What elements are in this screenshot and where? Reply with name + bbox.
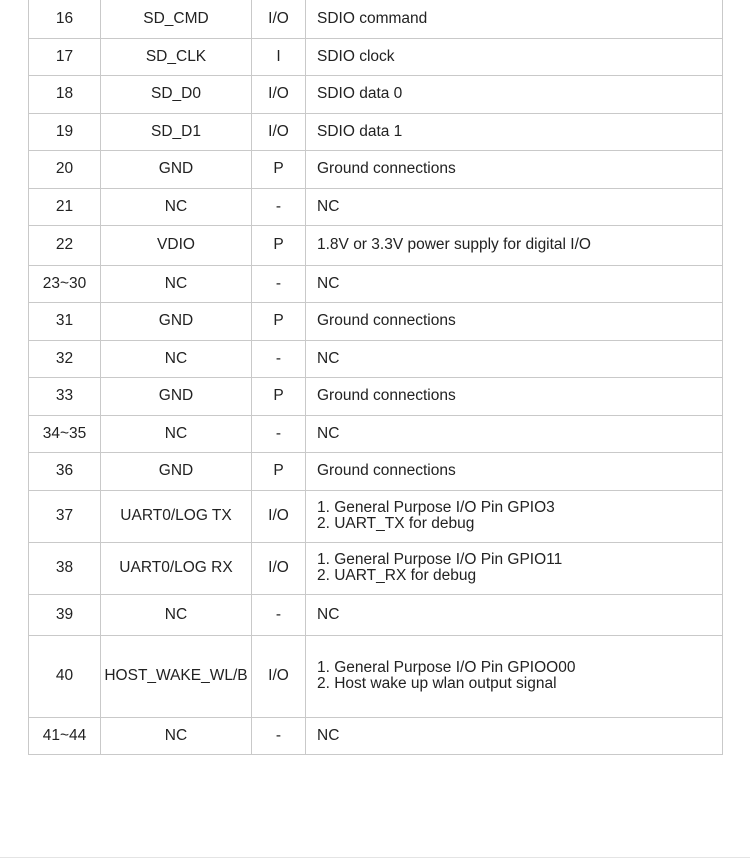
table-row	[29, 265, 723, 302]
pin-name-cell: UART0/LOG RX	[101, 542, 252, 594]
pin-description-line: NC	[317, 424, 340, 442]
pin-description-cell	[306, 75, 723, 113]
pin-number-cell: 16	[29, 0, 101, 38]
pin-name-cell: NC	[101, 188, 252, 225]
pin-description-line: Ground connections	[317, 160, 456, 177]
pin-number-cell: 22	[29, 225, 101, 265]
pin-number-cell: 18	[29, 75, 101, 113]
pin-description-cell	[306, 38, 723, 75]
pin-number-cell: 37	[29, 490, 101, 542]
pin-number-cell: 39	[29, 594, 101, 635]
pin-type-cell: -	[252, 717, 306, 754]
pin-description-cell	[306, 150, 723, 188]
table-row	[29, 0, 723, 38]
table-row	[29, 415, 723, 452]
pin-description-line: 1.8V or 3.3V power supply for digital I/O	[317, 236, 591, 253]
table-row	[29, 717, 723, 754]
pin-type-cell: -	[252, 594, 306, 635]
pin-description-cell	[306, 265, 723, 302]
table-row	[29, 38, 723, 75]
table-row	[29, 113, 723, 150]
pin-type-cell: I/O	[252, 75, 306, 113]
pin-type-cell: P	[252, 377, 306, 415]
pin-definition-table	[28, 0, 723, 755]
pin-number-cell: 23~30	[29, 265, 101, 302]
pin-type-cell: I/O	[252, 0, 306, 38]
pin-name-cell: NC	[101, 265, 252, 302]
pin-number-cell: 20	[29, 150, 101, 188]
pin-description-line: SDIO command	[317, 9, 428, 27]
pin-description-line: NC	[317, 349, 340, 367]
table-row	[29, 452, 723, 490]
table-row	[29, 150, 723, 188]
pin-description-cell	[306, 452, 723, 490]
table-row	[29, 75, 723, 113]
pin-name-cell: GND	[101, 452, 252, 490]
pin-name-cell: SD_D1	[101, 113, 252, 150]
pin-type-cell: -	[252, 415, 306, 452]
table-row	[29, 302, 723, 340]
pin-description-cell	[306, 635, 723, 717]
table-row	[29, 594, 723, 635]
pin-description-cell	[306, 225, 723, 265]
pin-name-cell: NC	[101, 594, 252, 635]
pin-type-cell: I/O	[252, 113, 306, 150]
pin-description-cell	[306, 0, 723, 38]
pin-description-cell	[306, 113, 723, 150]
pin-number-cell: 34~35	[29, 415, 101, 452]
pin-number-cell: 40	[29, 635, 101, 717]
pin-description-cell	[306, 377, 723, 415]
pin-type-cell: I/O	[252, 490, 306, 542]
pin-description-line: 2. UART_TX for debug	[317, 515, 475, 532]
pin-type-cell: I	[252, 38, 306, 75]
pin-description-line: 2. UART_RX for debug	[317, 567, 477, 584]
pin-number-cell: 36	[29, 452, 101, 490]
table-row	[29, 542, 723, 594]
pin-type-cell: P	[252, 150, 306, 188]
table-row	[29, 377, 723, 415]
pin-description-cell	[306, 542, 723, 594]
pin-description-cell	[306, 340, 723, 377]
pin-name-cell: GND	[101, 302, 252, 340]
table-row	[29, 635, 723, 717]
pin-name-cell: GND	[101, 377, 252, 415]
pin-description-line: SDIO data 0	[317, 85, 403, 102]
pin-name-cell: HOST_WAKE_WL/B	[101, 635, 252, 717]
pin-description-cell	[306, 717, 723, 754]
pin-description-line: 1. General Purpose I/O Pin GPIO3	[317, 499, 555, 516]
pin-description-cell	[306, 188, 723, 225]
pin-type-cell: P	[252, 225, 306, 265]
pin-description-line: 1. General Purpose I/O Pin GPIOO00	[317, 659, 576, 676]
pin-description-line: NC	[317, 726, 340, 744]
pin-description-line: SDIO clock	[317, 47, 395, 65]
pin-number-cell: 21	[29, 188, 101, 225]
pin-number-cell: 31	[29, 302, 101, 340]
pin-description-line: 2. Host wake up wlan output signal	[317, 675, 557, 692]
pin-description-line: Ground connections	[317, 312, 456, 329]
pin-number-cell: 33	[29, 377, 101, 415]
pin-name-cell: SD_CLK	[101, 38, 252, 75]
pin-name-cell: SD_CMD	[101, 0, 252, 38]
pin-description-line: NC	[317, 605, 340, 623]
pin-number-cell: 32	[29, 340, 101, 377]
pin-description-line: 1. General Purpose I/O Pin GPIO11	[317, 551, 563, 568]
bottom-divider	[0, 857, 750, 858]
table-row	[29, 225, 723, 265]
table-row	[29, 188, 723, 225]
pin-description-line: SDIO data 1	[317, 122, 403, 140]
pin-table-body	[29, 0, 723, 754]
pin-name-cell: VDIO	[101, 225, 252, 265]
table-row	[29, 490, 723, 542]
pin-number-cell: 38	[29, 542, 101, 594]
pin-type-cell: P	[252, 452, 306, 490]
pin-name-cell: NC	[101, 340, 252, 377]
pin-description-line: NC	[317, 274, 340, 292]
pin-name-cell: UART0/LOG TX	[101, 490, 252, 542]
pin-type-cell: P	[252, 302, 306, 340]
pin-type-cell: -	[252, 188, 306, 225]
table-row	[29, 340, 723, 377]
pin-description-cell	[306, 594, 723, 635]
pin-description-cell	[306, 415, 723, 452]
pin-type-cell: I/O	[252, 542, 306, 594]
pin-name-cell: NC	[101, 717, 252, 754]
pin-name-cell: NC	[101, 415, 252, 452]
pin-type-cell: I/O	[252, 635, 306, 717]
pin-description-cell	[306, 302, 723, 340]
pin-number-cell: 41~44	[29, 717, 101, 754]
pin-number-cell: 17	[29, 38, 101, 75]
pin-number-cell: 19	[29, 113, 101, 150]
pin-type-cell: -	[252, 265, 306, 302]
pin-description-line: Ground connections	[317, 462, 456, 479]
pin-description-cell	[306, 490, 723, 542]
pin-name-cell: GND	[101, 150, 252, 188]
pin-type-cell: -	[252, 340, 306, 377]
pin-name-cell: SD_D0	[101, 75, 252, 113]
pin-description-line: NC	[317, 197, 340, 215]
pin-description-line: Ground connections	[317, 387, 456, 404]
